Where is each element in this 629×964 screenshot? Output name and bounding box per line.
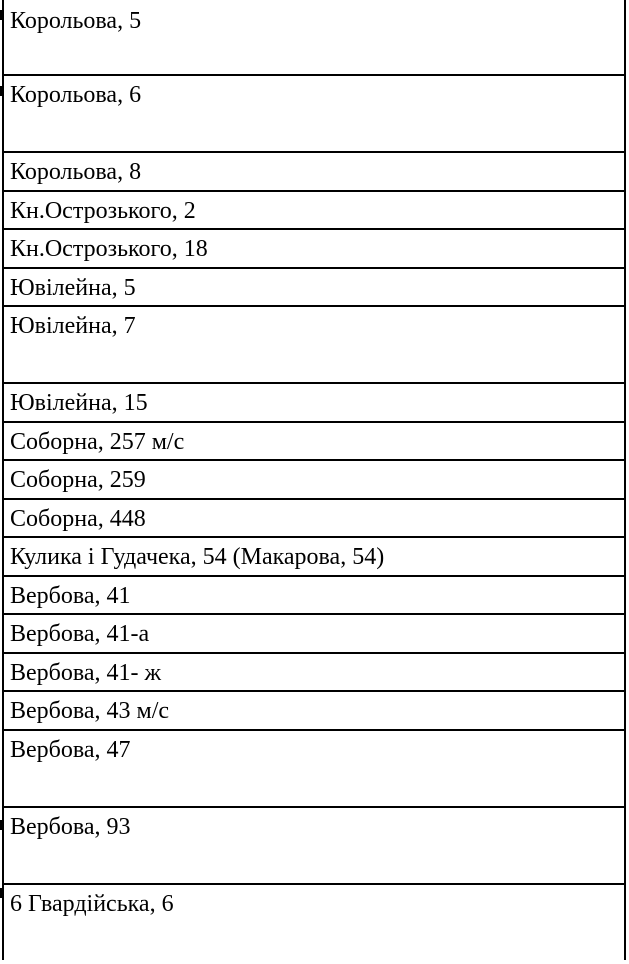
- address-cell: Кн.Острозького, 2: [10, 197, 196, 224]
- address-cell: Корольова, 5: [10, 8, 142, 34]
- address-cell: Ювілейна, 15: [10, 390, 148, 416]
- address-cell: Вербова, 41-а: [10, 621, 150, 647]
- table-row: [4, 500, 624, 539]
- address-cell: Вербова, 43 м/с: [10, 698, 170, 724]
- table-row: [4, 0, 624, 76]
- address-cell: Кулика і Гудачека, 54 (Макарова, 54): [10, 544, 385, 570]
- address-table: [2, 0, 626, 960]
- address-cell: Ювілейна, 5: [10, 274, 136, 301]
- address-cell: Корольова, 8: [10, 159, 142, 185]
- table-row: [4, 423, 624, 462]
- address-cell: Соборна, 259: [10, 467, 146, 493]
- address-cell: Корольова, 6: [10, 82, 142, 108]
- address-cell: Вербова, 93: [10, 813, 131, 840]
- table-row: [4, 577, 624, 616]
- table-row: [4, 731, 624, 808]
- table-row: [4, 885, 624, 964]
- border-tick: [0, 820, 3, 830]
- address-cell: Вербова, 41- ж: [10, 659, 162, 686]
- address-cell: Вербова, 41: [10, 582, 131, 609]
- border-tick: [0, 86, 3, 96]
- address-cell: Кн.Острозького, 18: [10, 236, 208, 262]
- table-row: [4, 538, 624, 577]
- table-row: [4, 692, 624, 731]
- table-row: [4, 654, 624, 693]
- table-row: [4, 307, 624, 384]
- address-cell: Ювілейна, 7: [10, 313, 136, 339]
- address-cell: Соборна, 257 м/с: [10, 428, 185, 455]
- table-row: [4, 76, 624, 153]
- address-cell: Вербова, 47: [10, 736, 131, 763]
- table-row: [4, 269, 624, 308]
- table-row: [4, 384, 624, 423]
- table-row: [4, 615, 624, 654]
- table-row: [4, 230, 624, 269]
- address-cell: 6 Гвардійська, 6: [10, 890, 174, 917]
- table-row: [4, 192, 624, 231]
- address-cell: Соборна, 448: [10, 505, 146, 532]
- table-row: [4, 808, 624, 885]
- border-tick: [0, 888, 3, 898]
- table-row: [4, 153, 624, 192]
- border-tick: [0, 10, 3, 20]
- table-row: [4, 461, 624, 500]
